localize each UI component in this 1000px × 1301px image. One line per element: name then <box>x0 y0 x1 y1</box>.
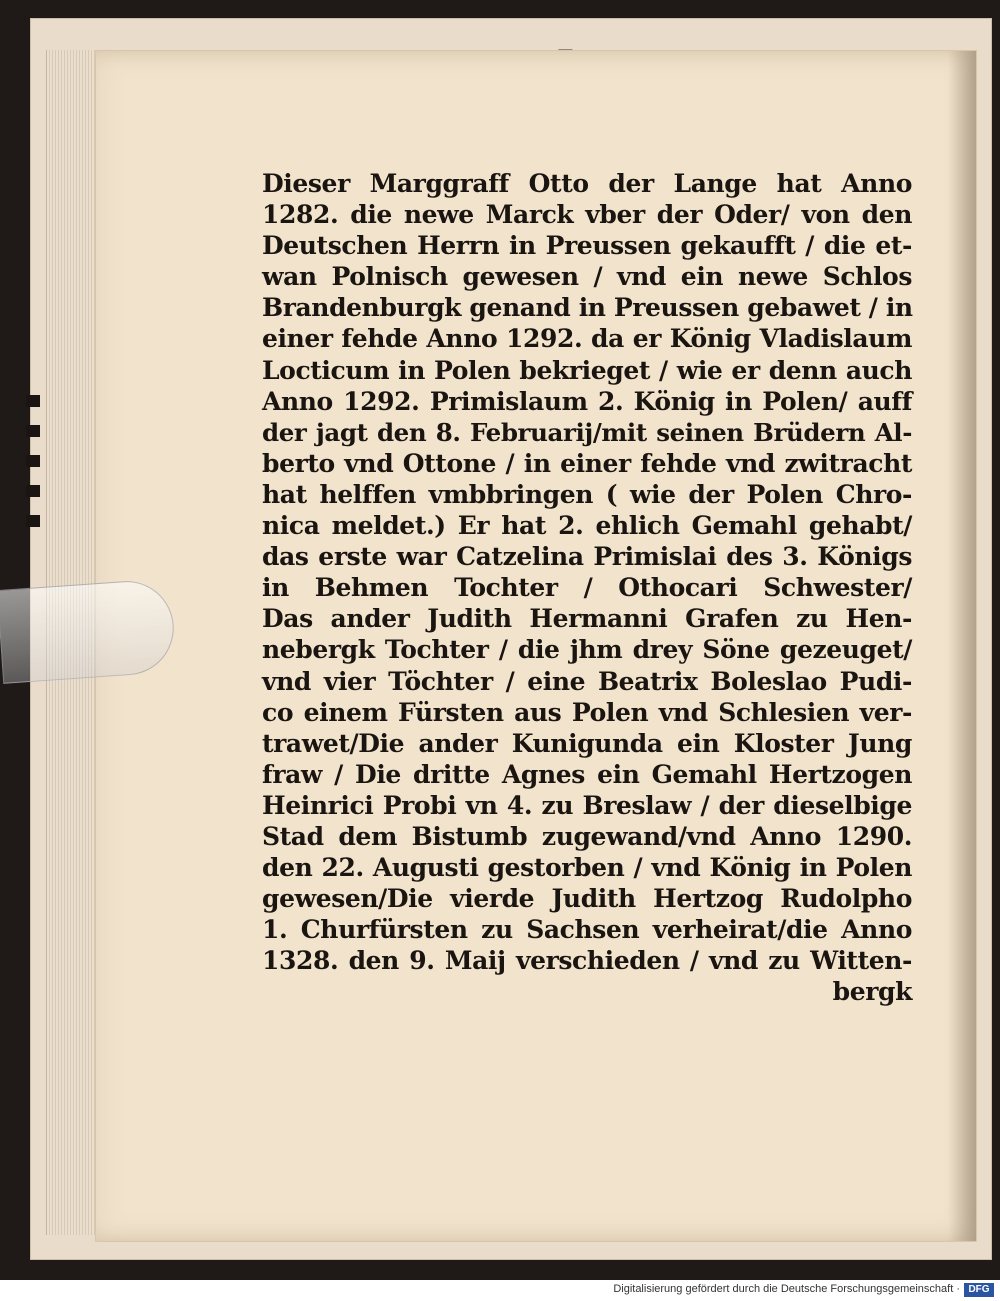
text-line: co einem Fürsten aus Polen vnd Schlesien ver- <box>262 697 912 727</box>
page-gutter-shadow <box>948 51 976 1241</box>
text-line: trawet/Die ander Kunigunda ein Kloster Jung <box>262 728 912 758</box>
text-line: 1328. den 9. Maij verschieden / vnd zu Witten- <box>262 946 912 976</box>
text-line: Stad dem Bistumb zugewand/vnd Anno 1290. <box>262 821 912 851</box>
text-line: gewesen/Die vierde Judith Hertzog Rudolpho <box>262 884 912 914</box>
text-line: Locticum in Polen bekrieget / wie er denn auch <box>262 355 912 385</box>
body-text <box>262 168 912 1008</box>
text-line: 1282. die newe Marck vber der Oder/ von den <box>262 200 912 230</box>
text-line: Dieser Marggraff Otto der Lange hat Anno <box>262 169 912 198</box>
text-line: Deutschen Herrn in Preussen gekaufft / die et- <box>262 231 912 261</box>
dfg-logo: DFG <box>964 1283 994 1297</box>
text-line: Das ander Judith Hermanni Grafen zu Hen- <box>262 604 912 634</box>
text-line: der jagt den 8. Februarij/mit seinen Brüdern Al- <box>262 417 912 447</box>
text-line: in Behmen Tochter / Othocari Schwester/ <box>262 573 912 603</box>
text-line: Heinrici Probi vn 4. zu Breslaw / der dieselbige <box>262 790 912 820</box>
text-line: Anno 1292. Primislaum 2. König in Polen/ auff <box>262 386 912 416</box>
funding-credit: Digitalisierung gefördert durch die Deutsche Forschungsgemeinschaft · <box>613 1283 960 1295</box>
catchword: bergk <box>832 977 912 1007</box>
text-line: vnd vier Töchter / eine Beatrix Boleslao Pudi- <box>262 666 912 696</box>
fragment-marks <box>26 395 40 535</box>
text-line: fraw / Die dritte Agnes ein Gemahl Hertzogen <box>262 759 912 789</box>
text-line: 1. Churfürsten zu Sachsen verheirat/die Anno <box>262 915 912 945</box>
text-line: den 22. Augusti gestorben / vnd König in Polen <box>262 853 912 883</box>
footer-bar <box>0 1280 1000 1301</box>
text-line: nica meldet.) Er hat 2. ehlich Gemahl gehabt/ <box>262 511 912 541</box>
page-clip <box>0 578 177 684</box>
text-line: einer fehde Anno 1292. da er König Vladislaum <box>262 324 912 354</box>
text-line: nebergk Tochter / die jhm drey Söne gezeuget/ <box>262 635 912 665</box>
text-line: wan Polnisch gewesen / vnd ein newe Schlos <box>262 262 912 292</box>
text-line: berto vnd Ottone / in einer fehde vnd zwitracht <box>262 448 912 478</box>
text-line: das erste war Catzelina Primislai des 3. Königs <box>262 542 912 572</box>
text-line: hat helffen vmbbringen ( wie der Polen Chro- <box>262 479 912 509</box>
text-line: Brandenburgk genand in Preussen gebawet / in <box>262 293 913 323</box>
